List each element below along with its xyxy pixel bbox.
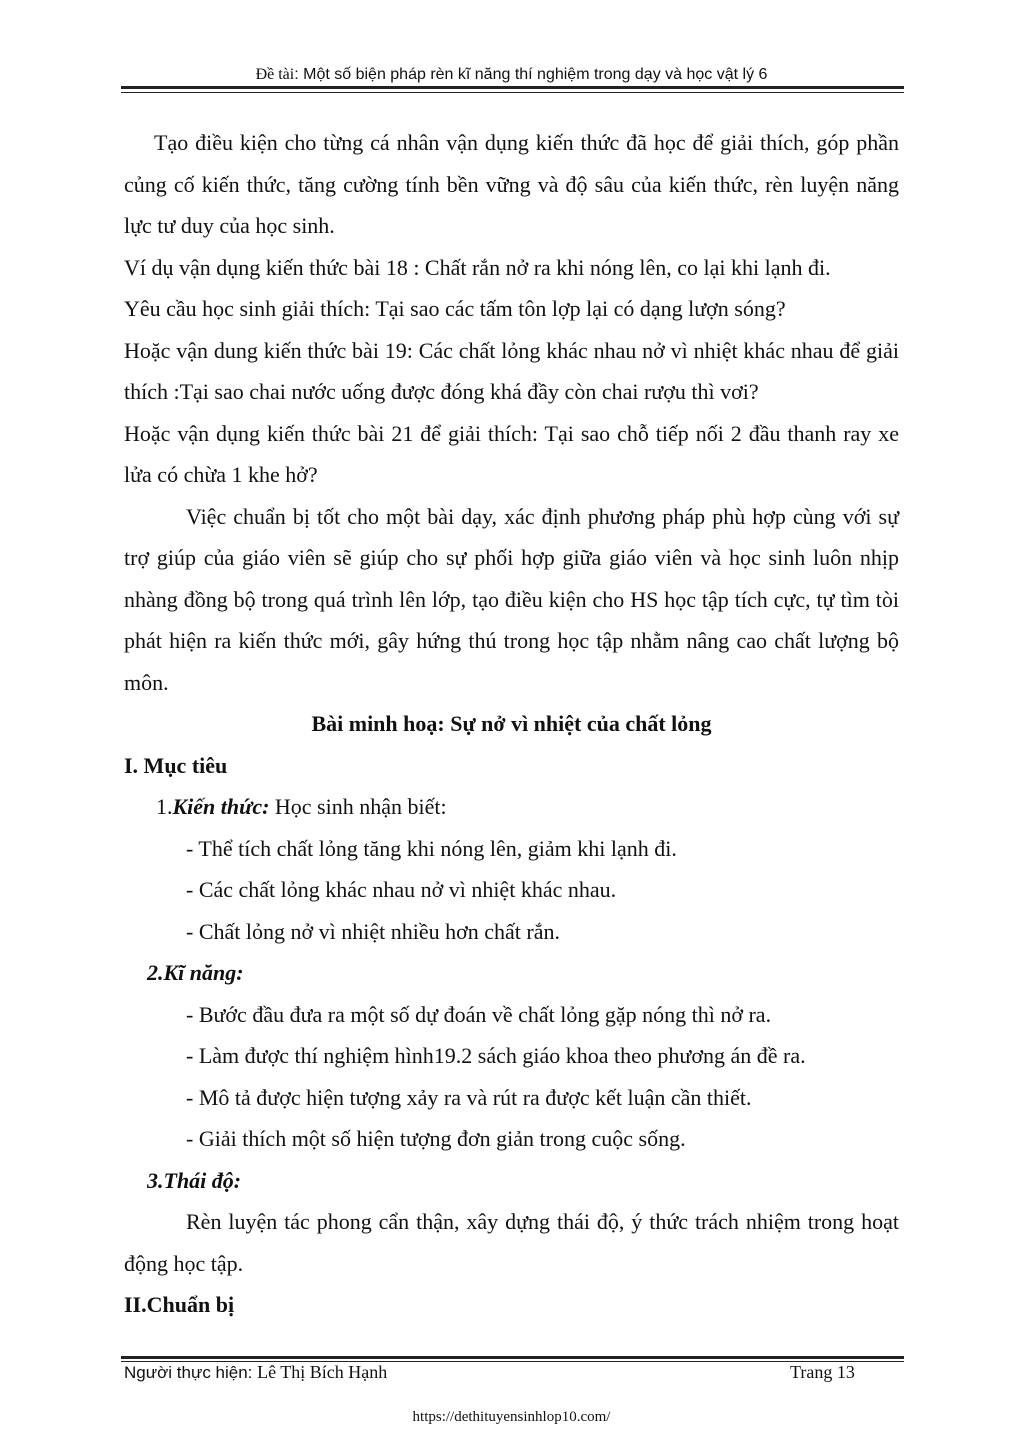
list-item: - Thể tích chất lỏng tăng khi nóng lên, giảm khi lạnh đi. (186, 835, 677, 861)
knowledge-text: Học sinh nhận biết: (269, 794, 447, 819)
paragraph: Yêu cầu học sinh giải thích: Tại sao các tấm tôn lợp lại có dạng lượn sóng? (124, 296, 786, 321)
skills-label: 2.Kĩ năng: (147, 960, 244, 985)
knowledge-number: 1. (156, 794, 173, 819)
list-item: - Bước đầu đưa ra một số dự đoán về chất lỏng gặp nóng thì nở ra. (186, 1001, 772, 1027)
list-item: - Các chất lỏng khác nhau nở vì nhiệt khác nhau. (186, 877, 617, 902)
list-item: - Mô tả được hiện tượng xảy ra và rút ra được kết luận cần thiết. (186, 1084, 752, 1110)
section-heading: II.Chuẩn bị (124, 1292, 235, 1317)
paragraph: Ví dụ vận dụng kiến thức bài 18 : Chất rắn nở ra khi nóng lên, co lại khi lạnh đi. (124, 254, 831, 280)
list-item: - Làm được thí nghiệm hình19.2 sách giáo khoa theo phương án đề ra. (186, 1043, 806, 1068)
attitude-text: Rèn luyện tác phong cẩn thận, xây dựng thái độ, ý thức trách nhiệm trong hoạt động học tập. (124, 1209, 899, 1276)
author-name: Lê Thị Bích Hạnh (257, 1362, 388, 1382)
paragraph: Hoặc vận dụng kiến thức bài 21 để giải thích: Tại sao chỗ tiếp nối 2 đầu thanh ray xe lửa có chừa 1 khe hở? (124, 420, 899, 487)
attitude-label: 3.Thái độ: (147, 1167, 242, 1193)
section-heading: I. Mục tiêu (124, 752, 228, 778)
paragraph: Hoặc vận dung kiến thức bài 19: Các chất lỏng khác nhau nở vì nhiệt khác nhau để giải thích :Tại sao chai nước uống được đóng khá đầy còn chai rượu thì vơi? (124, 337, 899, 404)
document-body (124, 122, 899, 1326)
footer-author (124, 1362, 387, 1383)
header-rule-thick (121, 86, 904, 89)
header-rule-thin (121, 92, 904, 93)
paragraph: Tạo điều kiện cho từng cá nhân vận dụng kiến thức đã học để giải thích, góp phần củng cố kiến thức, tăng cường tính bền vững và độ sâu của kiến thức, rèn luyện năng lực tư duy của học sinh. (124, 130, 899, 238)
source-url[interactable]: https://dethituyensinhlop10.com/ (412, 1409, 611, 1425)
page-number: Trang 13 (790, 1362, 855, 1382)
header-prefix: Đề tài (255, 66, 295, 83)
list-item: - Giải thích một số hiện tượng đơn giản trong cuộc sống. (186, 1126, 686, 1151)
list-item: - Chất lỏng nở vì nhiệt nhiều hơn chất rắn. (186, 918, 560, 944)
knowledge-label: Kiến thức: (172, 794, 270, 819)
page-header (0, 66, 1023, 84)
knowledge-line (124, 786, 899, 828)
lesson-title: Bài minh hoạ: Sự nở vì nhiệt của chất lỏng (311, 711, 712, 736)
paragraph: Việc chuẩn bị tốt cho một bài dạy, xác định phương pháp phù hợp cùng với sự trợ giúp của giáo viên sẽ giúp cho sự phối hợp giữa giáo viên và học sinh luôn nhịp nhàng đồng bộ trong quá trình lên lớp, tạo điều kiện cho HS học tập tích cực, tự tìm tòi phát hiện ra kiến thức mới, gây hứng thú trong học tập nhằm nâng cao chất lượng bộ môn. (124, 503, 899, 695)
footer-rule-thick (121, 1356, 904, 1359)
author-label: Người thực hiện: (124, 1363, 258, 1382)
header-title: : Một số biện pháp rèn kĩ năng thí nghiệm trong dạy và học vật lý 6 (294, 66, 768, 83)
